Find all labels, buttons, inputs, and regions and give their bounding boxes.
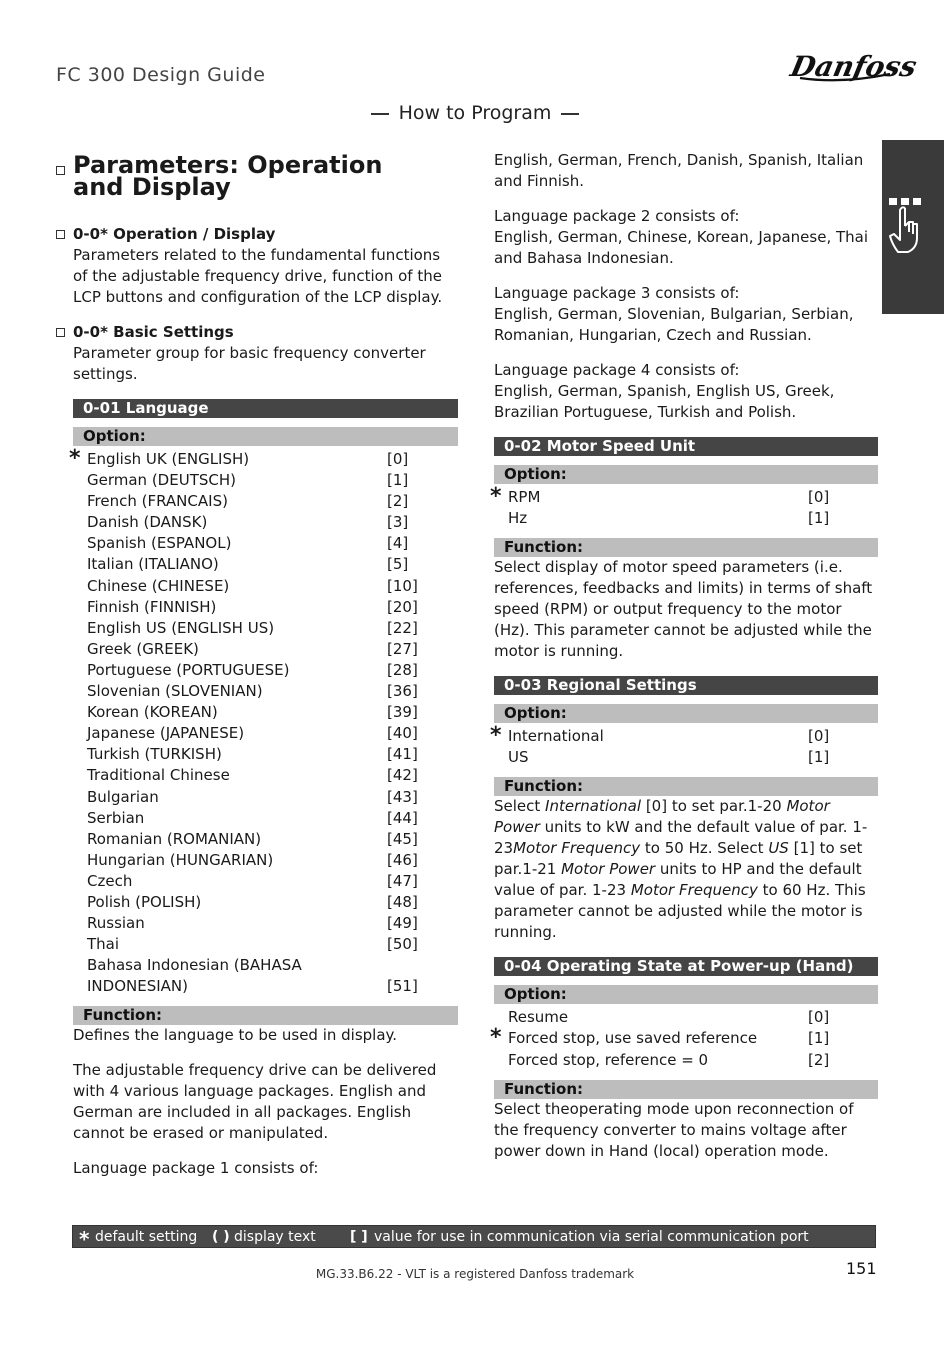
- option-label: Resume: [508, 1008, 569, 1027]
- option-row: [73, 808, 458, 829]
- option-row: [73, 892, 458, 913]
- default-star-icon: *: [490, 484, 502, 509]
- option-header: Option:: [73, 427, 458, 446]
- language-package-title: Language package 2 consists of:: [494, 207, 740, 225]
- option-value: [10]: [387, 576, 418, 595]
- language-package-4: [494, 360, 878, 423]
- chapter-tab: [882, 140, 944, 314]
- function-text: Language package 1 consists of:: [73, 1159, 319, 1178]
- option-value: [0]: [808, 1008, 830, 1027]
- option-label: French (FRANCAIS): [87, 492, 228, 511]
- function-header: Function:: [494, 538, 878, 557]
- option-value: [0]: [808, 727, 830, 746]
- option-label: Greek (GREEK): [87, 639, 199, 658]
- option-label: English US (ENGLISH US): [87, 618, 275, 637]
- option-value: [387, 955, 458, 976]
- left-column: [56, 150, 458, 1193]
- section-title-text: How to Program: [398, 102, 552, 124]
- option-label: Serbian: [87, 808, 145, 827]
- option-value: [0]: [808, 488, 830, 506]
- language-package-1-list: English, German, French, Danish, Spanish, Italian and Finnish.: [494, 151, 864, 190]
- option-label: Slovenian (SLOVENIAN): [87, 682, 263, 701]
- option-value: [39]: [387, 703, 418, 722]
- option-row: [490, 723, 878, 749]
- option-value: [48]: [387, 892, 418, 911]
- function-text: Select display of motor speed parameters (i.e. references, feedbacks and limits) in terms of shaft speed (RPM) or output frequency to the motor (Hz). This parameter cannot be adjusted while the motor is running.: [494, 558, 873, 661]
- option-header: Option:: [494, 704, 878, 723]
- option-row: [73, 934, 458, 955]
- function-text: The adjustable frequency drive can be delivered with 4 various language packages. English and German are included in all packages. English cannot be erased or manipulated.: [73, 1061, 437, 1143]
- document-title: FC 300 Design Guide: [56, 64, 266, 86]
- default-star-icon: *: [69, 446, 81, 471]
- option-value: [51]: [387, 977, 418, 996]
- option-row: [73, 660, 458, 681]
- option-label: Forced stop, reference = 0: [508, 1050, 709, 1069]
- option-label: Portuguese (PORTUGUESE): [87, 660, 290, 679]
- language-package-title: Language package 3 consists of:: [494, 284, 740, 302]
- language-package-2: [494, 206, 878, 269]
- option-value: [47]: [387, 871, 418, 890]
- param-title-0-03: 0-03 Regional Settings: [494, 676, 878, 695]
- option-row: [73, 576, 458, 597]
- option-value: [1]: [808, 509, 830, 528]
- option-header: Option:: [494, 465, 878, 484]
- option-row: [490, 484, 878, 509]
- function-text: Select International [0] to set par.1-20 Motor Power units to kW and the default value of par. 1-23Motor Frequency to 50 Hz. Select US [1] to set par.1-21 Motor Power units to HP and the default value of par. 1-23 Motor Frequency to 60 Hz. This parameter cannot be adjusted while the motor is running.: [494, 797, 868, 942]
- option-row: [69, 446, 458, 471]
- option-value: [20]: [387, 597, 418, 616]
- option-value: [28]: [387, 660, 418, 679]
- option-label: Spanish (ESPANOL): [87, 534, 232, 553]
- option-row: [494, 1007, 878, 1028]
- legend-default-setting: default setting: [95, 1229, 198, 1245]
- option-label: Thai: [87, 935, 120, 954]
- option-row: [490, 1025, 878, 1051]
- option-row: [73, 554, 458, 575]
- option-value: [22]: [387, 618, 418, 637]
- option-list-regional-settings: [490, 723, 878, 768]
- group-heading-text: 0-0* Operation / Display: [73, 225, 276, 243]
- option-label: Hz: [508, 509, 528, 528]
- footer-text: MG.33.B6.22 - VLT is a registered Danfoss trademark: [315, 1267, 635, 1281]
- option-value: [1]: [808, 748, 830, 767]
- option-label: Korean (KOREAN): [87, 703, 218, 722]
- option-row: [73, 512, 458, 533]
- legend-bracket-symbol: [ ]: [350, 1229, 368, 1245]
- option-label: Forced stop, use saved reference: [508, 1029, 758, 1048]
- option-label: International: [508, 727, 604, 746]
- option-value: [41]: [387, 745, 418, 764]
- option-row: [73, 787, 458, 808]
- option-row: [494, 747, 878, 768]
- option-label: Romanian (ROMANIAN): [87, 829, 262, 848]
- main-heading-line-1: Parameters: Operation: [73, 151, 383, 179]
- group-description: Parameters related to the fundamental functions of the adjustable frequency drive, function of the LCP buttons and configuration of the LCP display.: [73, 246, 443, 306]
- option-header: Option:: [494, 985, 878, 1004]
- param-title-0-01: 0-01 Language: [73, 399, 458, 418]
- option-label: English UK (ENGLISH): [87, 450, 250, 468]
- option-label: Italian (ITALIANO): [87, 555, 219, 574]
- default-star-icon: *: [79, 1227, 90, 1251]
- option-row: [73, 744, 458, 765]
- option-row: [73, 681, 458, 702]
- option-label: Russian: [87, 914, 145, 933]
- option-value: [2]: [808, 1050, 830, 1069]
- section-title: [0, 102, 950, 124]
- hand-pointer-icon: [886, 192, 926, 256]
- option-row: [73, 765, 458, 786]
- option-label: Turkish (TURKISH): [87, 745, 222, 764]
- option-row: [494, 1050, 878, 1071]
- option-value: [50]: [387, 935, 418, 954]
- option-row: [73, 850, 458, 871]
- option-row: [73, 723, 458, 744]
- option-value: [49]: [387, 914, 418, 933]
- param-title-0-02: 0-02 Motor Speed Unit: [494, 437, 878, 456]
- option-row: [73, 618, 458, 639]
- option-list-language: [69, 446, 458, 997]
- option-row: [73, 597, 458, 618]
- main-heading: [56, 151, 458, 201]
- group-description: Parameter group for basic frequency converter settings.: [73, 344, 426, 383]
- option-value: [43]: [387, 787, 418, 806]
- option-label: Finnish (FINNISH): [87, 597, 217, 616]
- language-package-3: [494, 283, 878, 346]
- function-header: Function:: [494, 1080, 878, 1099]
- option-label: Bahasa Indonesian (BAHASA: [87, 956, 302, 975]
- function-text: Defines the language to be used in display.: [73, 1026, 398, 1045]
- option-row: [73, 491, 458, 512]
- option-label: Bulgarian: [87, 787, 159, 806]
- option-label: Traditional Chinese: [87, 766, 230, 785]
- page-number: 151: [846, 1259, 877, 1278]
- option-value: [46]: [387, 850, 418, 869]
- option-value: [42]: [387, 766, 418, 785]
- group-heading-text: 0-0* Basic Settings: [73, 323, 234, 341]
- option-value: [0]: [387, 450, 409, 468]
- legend-serial-text: value for use in communication via serial communication port: [374, 1229, 809, 1245]
- group-heading-operation-display: [56, 224, 458, 245]
- legend-display-text: display text: [234, 1229, 316, 1245]
- option-list-operating-state: [490, 1007, 878, 1070]
- heading-square-icon: [56, 166, 65, 175]
- option-label: US: [508, 748, 529, 767]
- option-row: [73, 470, 458, 491]
- legend-paren-symbol: ( ): [212, 1229, 230, 1245]
- option-label: Chinese (CHINESE): [87, 576, 230, 595]
- option-row: [73, 533, 458, 554]
- function-header: Function:: [73, 1006, 458, 1025]
- option-value: [40]: [387, 724, 418, 743]
- language-package-title: Language package 4 consists of:: [494, 361, 740, 379]
- option-value: [44]: [387, 808, 418, 827]
- option-row: [494, 508, 878, 529]
- option-label: Japanese (JAPANESE): [87, 724, 245, 743]
- default-star-icon: *: [490, 1025, 502, 1051]
- option-label: Polish (POLISH): [87, 892, 202, 911]
- right-column: [490, 150, 878, 1176]
- danfoss-logo: [787, 44, 920, 86]
- language-package-list: English, German, Slovenian, Bulgarian, Serbian, Romanian, Hungarian, Czech and Russian.: [494, 305, 854, 344]
- option-label: INDONESIAN): [87, 977, 188, 996]
- option-value: [2]: [387, 492, 409, 511]
- option-row: [73, 955, 458, 976]
- option-row: [73, 639, 458, 660]
- heading-square-icon: [56, 230, 65, 239]
- option-value: [45]: [387, 829, 418, 848]
- option-row: [73, 913, 458, 934]
- param-title-0-04: 0-04 Operating State at Power-up (Hand): [494, 957, 878, 976]
- logo-text: Danfoss: [787, 49, 920, 83]
- option-label: RPM: [508, 488, 541, 506]
- function-text: Select theoperating mode upon reconnection of the frequency converter to mains voltage after power down in Hand (local) operation mode.: [494, 1099, 854, 1160]
- option-list-motor-speed-unit: [490, 484, 878, 529]
- option-value: [27]: [387, 639, 418, 658]
- legend-bar: [72, 1225, 876, 1251]
- option-value: [36]: [387, 682, 418, 701]
- language-package-list: English, German, Spanish, English US, Greek, Brazilian Portuguese, Turkish and Polish.: [494, 382, 835, 421]
- option-row: [73, 871, 458, 892]
- option-label: German (DEUTSCH): [87, 471, 236, 490]
- language-package-list: English, German, Chinese, Korean, Japanese, Thai and Bahasa Indonesian.: [494, 228, 869, 267]
- group-heading-basic-settings: [56, 322, 458, 343]
- option-value: [5]: [387, 555, 409, 574]
- option-value: [1]: [387, 471, 409, 490]
- option-row: [73, 976, 458, 997]
- main-heading-line-2: and Display: [73, 173, 231, 201]
- option-row: [73, 702, 458, 723]
- option-label: Danish (DANSK): [87, 513, 208, 532]
- option-row: [73, 829, 458, 850]
- option-value: [3]: [387, 513, 409, 532]
- option-label: Hungarian (HUNGARIAN): [87, 850, 274, 869]
- option-value: [1]: [808, 1029, 830, 1048]
- default-star-icon: *: [490, 723, 502, 749]
- heading-square-icon: [56, 328, 65, 337]
- function-header: Function:: [494, 777, 878, 796]
- option-value: [4]: [387, 534, 409, 553]
- option-label: Czech: [87, 871, 133, 890]
